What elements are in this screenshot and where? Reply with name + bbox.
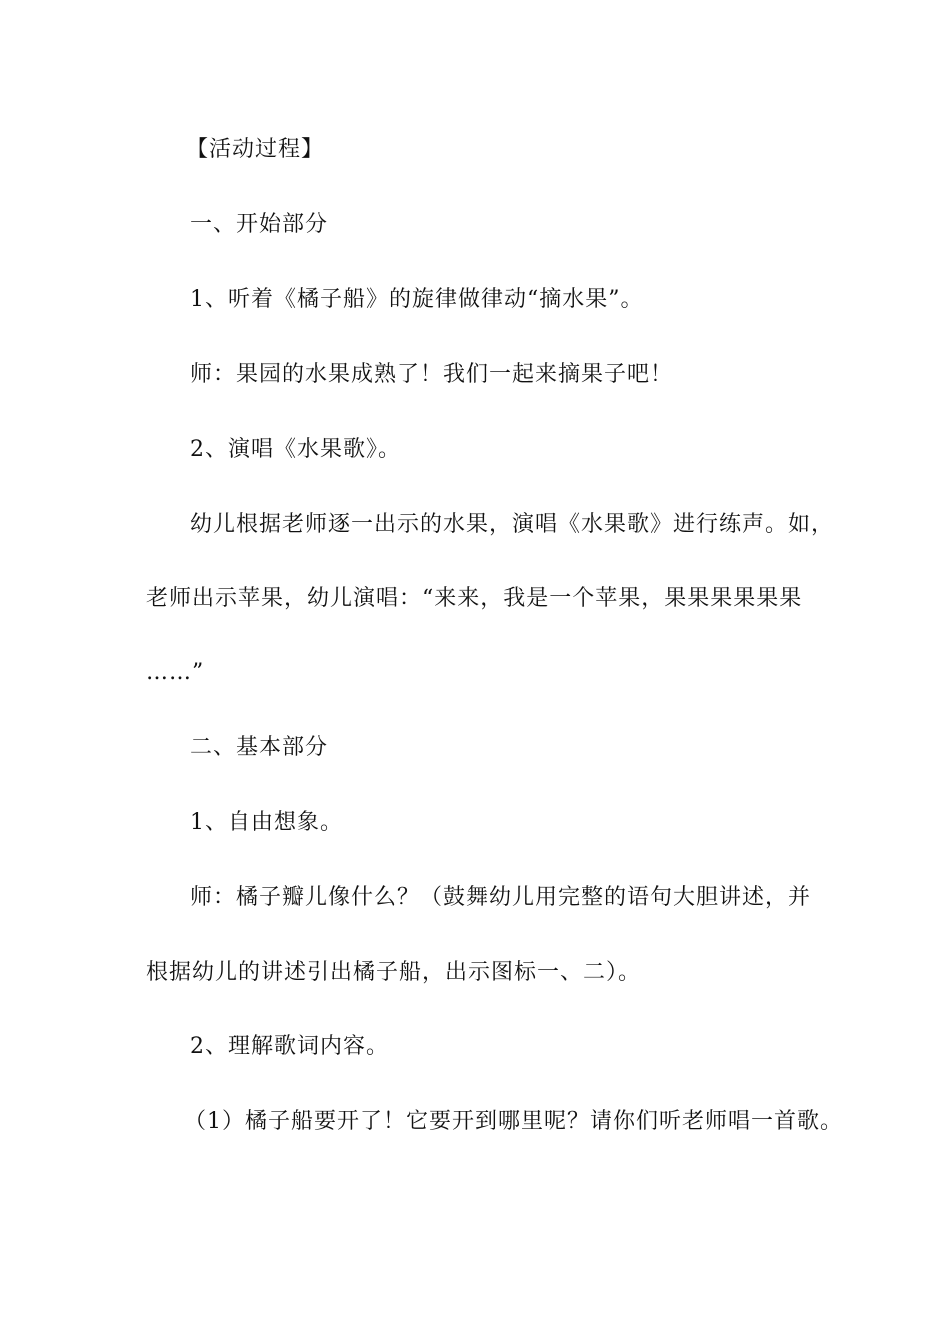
section-start-title: 一、开始部分 xyxy=(190,212,329,237)
activity-process-heading: 【活动过程】 xyxy=(186,137,325,162)
teacher-question-line-1: 师：橘子瓣儿像什么？（鼓舞幼儿用完整的语句大胆讲述，并 xyxy=(190,885,812,910)
teacher-question-line-2: 根据幼儿的讲述引出橘子船，出示图标一、二）。 xyxy=(146,960,642,985)
step-1-imagination: 1、自由想象。 xyxy=(190,810,343,835)
fruit-song-paragraph-line-3: ……” xyxy=(146,660,205,685)
teacher-line-orchard: 师：果园的水果成熟了！我们一起来摘果子吧！ xyxy=(190,362,674,387)
fruit-song-paragraph-line-1: 幼儿根据老师逐一出示的水果，演唱《水果歌》进行练声。如， xyxy=(190,512,835,537)
step-2-lyrics: 2、理解歌词内容。 xyxy=(190,1034,389,1059)
fruit-song-paragraph-line-2: 老师出示苹果，幼儿演唱：“来来，我是一个苹果，果果果果果果 xyxy=(146,586,803,611)
step-2-fruit-song: 2、演唱《水果歌》。 xyxy=(190,437,401,462)
section-basic-title: 二、基本部分 xyxy=(190,735,329,760)
step-1-rhythm: 1、听着《橘子船》的旋律做律动“摘水果”。 xyxy=(190,287,644,312)
sub-step-1-orange-boat: （1）橘子船要开了！它要开到哪里呢？请你们听老师唱一首歌。 xyxy=(184,1109,843,1134)
